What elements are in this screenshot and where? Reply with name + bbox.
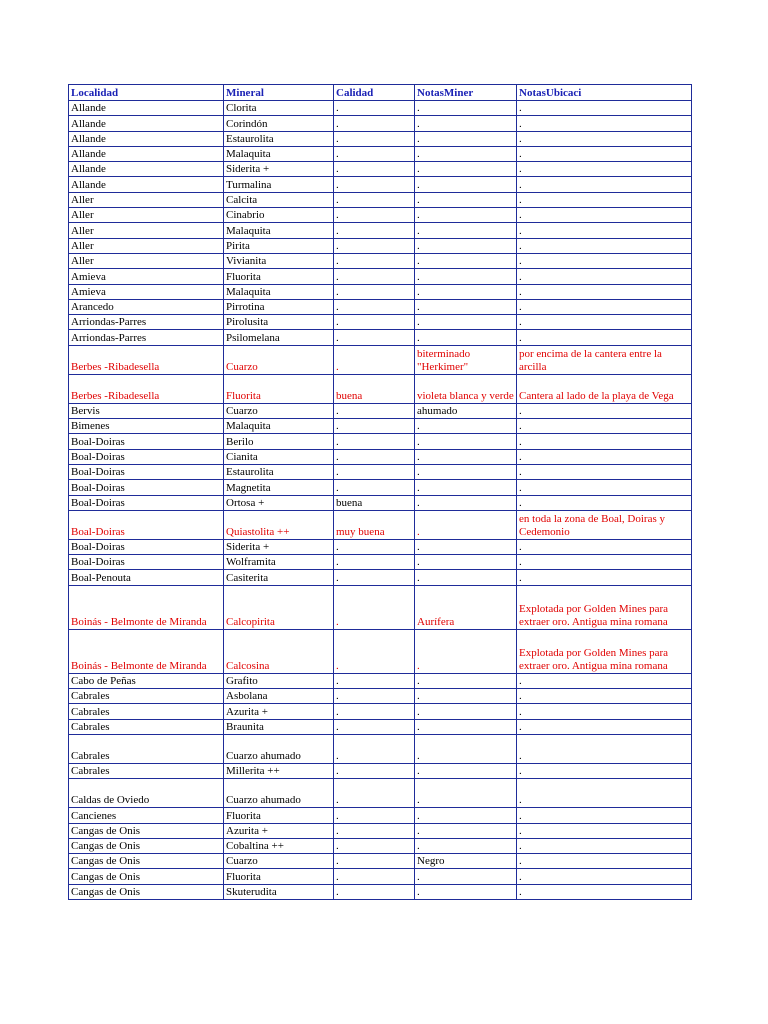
calidad-cell: . xyxy=(334,403,415,418)
mineral-cell: Psilomelana xyxy=(224,330,334,345)
calidad-cell: . xyxy=(334,763,415,778)
mineral-cell: Fluorita xyxy=(224,374,334,403)
notas-miner-cell: Negro xyxy=(415,854,517,869)
table-row xyxy=(69,449,692,464)
table-row xyxy=(69,555,692,570)
table-row xyxy=(69,116,692,131)
table-row xyxy=(69,162,692,177)
notas-ubicaci-cell: . xyxy=(517,823,692,838)
table-row xyxy=(69,345,692,374)
header-notas-ubicaci: NotasUbicaci xyxy=(517,85,692,101)
mineral-cell: Cuarzo ahumado xyxy=(224,734,334,763)
notas-miner-cell: . xyxy=(415,101,517,116)
calidad-cell: . xyxy=(334,434,415,449)
mineral-cell: Estaurolita xyxy=(224,464,334,479)
localidad-cell: Allande xyxy=(69,131,224,146)
localidad-cell: Boinás - Belmonte de Miranda xyxy=(69,585,224,629)
table-row xyxy=(69,434,692,449)
table-row xyxy=(69,689,692,704)
localidad-cell: Cangas de Onis xyxy=(69,869,224,884)
notas-miner-cell: . xyxy=(415,131,517,146)
table-row xyxy=(69,704,692,719)
calidad-cell: . xyxy=(334,284,415,299)
localidad-cell: Allande xyxy=(69,177,224,192)
notas-ubicaci-cell: . xyxy=(517,869,692,884)
localidad-cell: Arriondas-Parres xyxy=(69,315,224,330)
calidad-cell: . xyxy=(334,253,415,268)
notas-ubicaci-cell: . xyxy=(517,146,692,161)
calidad-cell: buena xyxy=(334,374,415,403)
localidad-cell: Boal-Doiras xyxy=(69,449,224,464)
mineral-cell: Grafito xyxy=(224,673,334,688)
localidad-cell: Aller xyxy=(69,253,224,268)
notas-miner-cell: . xyxy=(415,434,517,449)
mineral-cell: Cianita xyxy=(224,449,334,464)
notas-ubicaci-cell: . xyxy=(517,449,692,464)
notas-ubicaci-cell: . xyxy=(517,464,692,479)
notas-ubicaci-cell: Explotada por Golden Mines para extraer oro. Antigua mina romana xyxy=(517,629,692,673)
calidad-cell: . xyxy=(334,734,415,763)
notas-miner-cell: . xyxy=(415,146,517,161)
calidad-cell: . xyxy=(334,315,415,330)
table-row xyxy=(69,823,692,838)
notas-ubicaci-cell: . xyxy=(517,330,692,345)
table-row xyxy=(69,374,692,403)
localidad-cell: Bervis xyxy=(69,403,224,418)
header-row xyxy=(69,85,692,101)
localidad-cell: Bimenes xyxy=(69,419,224,434)
localidad-cell: Boal-Doiras xyxy=(69,510,224,539)
notas-miner-cell: . xyxy=(415,315,517,330)
calidad-cell: . xyxy=(334,869,415,884)
table-row xyxy=(69,719,692,734)
notas-miner-cell: . xyxy=(415,162,517,177)
notas-ubicaci-cell: Explotada por Golden Mines para extraer oro. Antigua mina romana xyxy=(517,585,692,629)
mineral-cell: Skuterudita xyxy=(224,884,334,899)
notas-ubicaci-cell: . xyxy=(517,539,692,554)
mineral-cell: Malaquita xyxy=(224,419,334,434)
localidad-cell: Boinás - Belmonte de Miranda xyxy=(69,629,224,673)
localidad-cell: Allande xyxy=(69,101,224,116)
calidad-cell: . xyxy=(334,192,415,207)
notas-ubicaci-cell: . xyxy=(517,734,692,763)
calidad-cell: . xyxy=(334,808,415,823)
calidad-cell: . xyxy=(334,177,415,192)
notas-miner-cell: . xyxy=(415,823,517,838)
notas-miner-cell: . xyxy=(415,869,517,884)
localidad-cell: Allande xyxy=(69,146,224,161)
localidad-cell: Allande xyxy=(69,116,224,131)
notas-ubicaci-cell: . xyxy=(517,315,692,330)
calidad-cell: . xyxy=(334,464,415,479)
table-row xyxy=(69,223,692,238)
mineral-cell: Azurita + xyxy=(224,704,334,719)
mineral-cell: Cuarzo xyxy=(224,403,334,418)
table-row xyxy=(69,284,692,299)
header-mineral: Mineral xyxy=(224,85,334,101)
table-row xyxy=(69,177,692,192)
calidad-cell: . xyxy=(334,555,415,570)
table-row xyxy=(69,299,692,314)
notas-miner-cell: . xyxy=(415,719,517,734)
minerals-table xyxy=(68,84,692,900)
calidad-cell: . xyxy=(334,854,415,869)
notas-miner-cell: . xyxy=(415,208,517,223)
calidad-cell: . xyxy=(334,539,415,554)
mineral-cell: Fluorita xyxy=(224,808,334,823)
notas-ubicaci-cell: . xyxy=(517,192,692,207)
mineral-cell: Siderita + xyxy=(224,162,334,177)
table-row xyxy=(69,854,692,869)
calidad-cell: . xyxy=(334,570,415,585)
table-row xyxy=(69,570,692,585)
mineral-cell: Fluorita xyxy=(224,269,334,284)
calidad-cell: . xyxy=(334,146,415,161)
table-row xyxy=(69,673,692,688)
table-row xyxy=(69,629,692,673)
localidad-cell: Aller xyxy=(69,192,224,207)
notas-ubicaci-cell: . xyxy=(517,434,692,449)
mineral-cell: Cuarzo xyxy=(224,345,334,374)
notas-ubicaci-cell: . xyxy=(517,704,692,719)
mineral-cell: Malaquita xyxy=(224,284,334,299)
calidad-cell: buena xyxy=(334,495,415,510)
notas-ubicaci-cell: . xyxy=(517,116,692,131)
mineral-cell: Berilo xyxy=(224,434,334,449)
mineral-cell: Cuarzo ahumado xyxy=(224,779,334,808)
calidad-cell: . xyxy=(334,838,415,853)
localidad-cell: Cangas de Onis xyxy=(69,838,224,853)
notas-miner-cell: Aurífera xyxy=(415,585,517,629)
notas-miner-cell: . xyxy=(415,838,517,853)
notas-ubicaci-cell: en toda la zona de Boal, Doiras y Cedemonio xyxy=(517,510,692,539)
mineral-cell: Braunita xyxy=(224,719,334,734)
mineral-cell: Pirrotina xyxy=(224,299,334,314)
localidad-cell: Cabrales xyxy=(69,719,224,734)
localidad-cell: Berbes -Ribadesella xyxy=(69,345,224,374)
notas-ubicaci-cell: . xyxy=(517,854,692,869)
table-row xyxy=(69,146,692,161)
localidad-cell: Arriondas-Parres xyxy=(69,330,224,345)
notas-ubicaci-cell: . xyxy=(517,131,692,146)
mineral-cell: Casiterita xyxy=(224,570,334,585)
notas-miner-cell: . xyxy=(415,704,517,719)
notas-miner-cell: . xyxy=(415,673,517,688)
notas-ubicaci-cell: . xyxy=(517,162,692,177)
localidad-cell: Cabo de Peñas xyxy=(69,673,224,688)
notas-miner-cell: . xyxy=(415,449,517,464)
mineral-cell: Calcosina xyxy=(224,629,334,673)
mineral-cell: Vivianita xyxy=(224,253,334,268)
localidad-cell: Boal-Penouta xyxy=(69,570,224,585)
table-body xyxy=(69,101,692,900)
table-row xyxy=(69,539,692,554)
notas-ubicaci-cell: . xyxy=(517,555,692,570)
localidad-cell: Cabrales xyxy=(69,734,224,763)
table-row xyxy=(69,315,692,330)
localidad-cell: Cabrales xyxy=(69,704,224,719)
table-row xyxy=(69,330,692,345)
calidad-cell: . xyxy=(334,719,415,734)
table-row xyxy=(69,779,692,808)
notas-miner-cell: . xyxy=(415,253,517,268)
header-calidad: Calidad xyxy=(334,85,415,101)
localidad-cell: Cabrales xyxy=(69,689,224,704)
calidad-cell: . xyxy=(334,449,415,464)
localidad-cell: Boal-Doiras xyxy=(69,480,224,495)
notas-ubicaci-cell: . xyxy=(517,779,692,808)
localidad-cell: Allande xyxy=(69,162,224,177)
notas-ubicaci-cell: . xyxy=(517,284,692,299)
calidad-cell: muy buena xyxy=(334,510,415,539)
mineral-cell: Magnetita xyxy=(224,480,334,495)
calidad-cell: . xyxy=(334,208,415,223)
notas-ubicaci-cell: . xyxy=(517,403,692,418)
calidad-cell: . xyxy=(334,162,415,177)
notas-ubicaci-cell: . xyxy=(517,480,692,495)
notas-ubicaci-cell: . xyxy=(517,673,692,688)
localidad-cell: Berbes -Ribadesella xyxy=(69,374,224,403)
notas-miner-cell: . xyxy=(415,884,517,899)
notas-miner-cell: . xyxy=(415,763,517,778)
mineral-cell: Estaurolita xyxy=(224,131,334,146)
calidad-cell: . xyxy=(334,629,415,673)
table-row xyxy=(69,763,692,778)
localidad-cell: Cancienes xyxy=(69,808,224,823)
notas-ubicaci-cell: . xyxy=(517,238,692,253)
notas-miner-cell: violeta blanca y verde xyxy=(415,374,517,403)
notas-miner-cell: ahumado xyxy=(415,403,517,418)
notas-ubicaci-cell: . xyxy=(517,570,692,585)
notas-miner-cell: . xyxy=(415,555,517,570)
mineral-cell: Malaquita xyxy=(224,146,334,161)
notas-miner-cell: . xyxy=(415,177,517,192)
mineral-cell: Wolframita xyxy=(224,555,334,570)
calidad-cell: . xyxy=(334,223,415,238)
notas-miner-cell: . xyxy=(415,629,517,673)
mineral-cell: Quiastolita ++ xyxy=(224,510,334,539)
calidad-cell: . xyxy=(334,131,415,146)
notas-miner-cell: biterminado "Herkimer" xyxy=(415,345,517,374)
localidad-cell: Aller xyxy=(69,208,224,223)
table-row xyxy=(69,192,692,207)
notas-miner-cell: . xyxy=(415,116,517,131)
table-row xyxy=(69,838,692,853)
notas-ubicaci-cell: . xyxy=(517,884,692,899)
table-row xyxy=(69,253,692,268)
notas-ubicaci-cell: . xyxy=(517,253,692,268)
notas-ubicaci-cell: . xyxy=(517,689,692,704)
header-notas-miner: NotasMiner xyxy=(415,85,517,101)
mineral-cell: Malaquita xyxy=(224,223,334,238)
notas-ubicaci-cell: Cantera al lado de la playa de Vega xyxy=(517,374,692,403)
mineral-cell: Cobaltina ++ xyxy=(224,838,334,853)
table-row xyxy=(69,734,692,763)
table-row xyxy=(69,101,692,116)
localidad-cell: Boal-Doiras xyxy=(69,434,224,449)
notas-ubicaci-cell: . xyxy=(517,838,692,853)
table-row xyxy=(69,510,692,539)
localidad-cell: Cangas de Onis xyxy=(69,884,224,899)
notas-ubicaci-cell: . xyxy=(517,495,692,510)
localidad-cell: Arancedo xyxy=(69,299,224,314)
mineral-cell: Millerita ++ xyxy=(224,763,334,778)
mineral-cell: Pirita xyxy=(224,238,334,253)
notas-miner-cell: . xyxy=(415,734,517,763)
table-row xyxy=(69,808,692,823)
notas-miner-cell: . xyxy=(415,299,517,314)
localidad-cell: Amieva xyxy=(69,269,224,284)
calidad-cell: . xyxy=(334,779,415,808)
notas-miner-cell: . xyxy=(415,495,517,510)
calidad-cell: . xyxy=(334,673,415,688)
calidad-cell: . xyxy=(334,884,415,899)
notas-miner-cell: . xyxy=(415,192,517,207)
notas-ubicaci-cell: . xyxy=(517,419,692,434)
notas-ubicaci-cell: . xyxy=(517,299,692,314)
table-row xyxy=(69,495,692,510)
notas-miner-cell: . xyxy=(415,570,517,585)
notas-ubicaci-cell: por encima de la cantera entre la arcilla xyxy=(517,345,692,374)
calidad-cell: . xyxy=(334,480,415,495)
mineral-cell: Asbolana xyxy=(224,689,334,704)
calidad-cell: . xyxy=(334,101,415,116)
calidad-cell: . xyxy=(334,823,415,838)
notas-ubicaci-cell: . xyxy=(517,808,692,823)
localidad-cell: Boal-Doiras xyxy=(69,539,224,554)
table-row xyxy=(69,869,692,884)
localidad-cell: Aller xyxy=(69,223,224,238)
localidad-cell: Cangas de Onis xyxy=(69,823,224,838)
calidad-cell: . xyxy=(334,330,415,345)
calidad-cell: . xyxy=(334,419,415,434)
table-row xyxy=(69,419,692,434)
notas-ubicaci-cell: . xyxy=(517,101,692,116)
localidad-cell: Amieva xyxy=(69,284,224,299)
notas-ubicaci-cell: . xyxy=(517,208,692,223)
localidad-cell: Boal-Doiras xyxy=(69,555,224,570)
calidad-cell: . xyxy=(334,704,415,719)
mineral-cell: Turmalina xyxy=(224,177,334,192)
notas-miner-cell: . xyxy=(415,464,517,479)
calidad-cell: . xyxy=(334,345,415,374)
notas-miner-cell: . xyxy=(415,419,517,434)
mineral-cell: Cuarzo xyxy=(224,854,334,869)
notas-ubicaci-cell: . xyxy=(517,223,692,238)
mineral-cell: Ortosa + xyxy=(224,495,334,510)
localidad-cell: Caldas de Oviedo xyxy=(69,779,224,808)
localidad-cell: Cangas de Onis xyxy=(69,854,224,869)
notas-ubicaci-cell: . xyxy=(517,719,692,734)
notas-miner-cell: . xyxy=(415,284,517,299)
table-row xyxy=(69,269,692,284)
notas-miner-cell: . xyxy=(415,779,517,808)
notas-miner-cell: . xyxy=(415,269,517,284)
notas-miner-cell: . xyxy=(415,330,517,345)
mineral-cell: Calcita xyxy=(224,192,334,207)
notas-miner-cell: . xyxy=(415,223,517,238)
localidad-cell: Boal-Doiras xyxy=(69,464,224,479)
table-row xyxy=(69,884,692,899)
calidad-cell: . xyxy=(334,585,415,629)
notas-miner-cell: . xyxy=(415,510,517,539)
calidad-cell: . xyxy=(334,238,415,253)
mineral-cell: Siderita + xyxy=(224,539,334,554)
table-row xyxy=(69,585,692,629)
mineral-cell: Calcopirita xyxy=(224,585,334,629)
mineral-cell: Pirolusita xyxy=(224,315,334,330)
notas-miner-cell: . xyxy=(415,238,517,253)
mineral-cell: Clorita xyxy=(224,101,334,116)
table-row xyxy=(69,480,692,495)
header-localidad: Localidad xyxy=(69,85,224,101)
notas-ubicaci-cell: . xyxy=(517,763,692,778)
mineral-cell: Fluorita xyxy=(224,869,334,884)
localidad-cell: Cabrales xyxy=(69,763,224,778)
notas-ubicaci-cell: . xyxy=(517,269,692,284)
mineral-cell: Azurita + xyxy=(224,823,334,838)
calidad-cell: . xyxy=(334,299,415,314)
notas-ubicaci-cell: . xyxy=(517,177,692,192)
localidad-cell: Boal-Doiras xyxy=(69,495,224,510)
mineral-cell: Cinabrio xyxy=(224,208,334,223)
calidad-cell: . xyxy=(334,689,415,704)
table-row xyxy=(69,208,692,223)
table-row xyxy=(69,238,692,253)
calidad-cell: . xyxy=(334,269,415,284)
localidad-cell: Aller xyxy=(69,238,224,253)
notas-miner-cell: . xyxy=(415,689,517,704)
table-row xyxy=(69,464,692,479)
notas-miner-cell: . xyxy=(415,480,517,495)
notas-miner-cell: . xyxy=(415,808,517,823)
calidad-cell: . xyxy=(334,116,415,131)
table-row xyxy=(69,403,692,418)
table-row xyxy=(69,131,692,146)
mineral-cell: Corindón xyxy=(224,116,334,131)
notas-miner-cell: . xyxy=(415,539,517,554)
